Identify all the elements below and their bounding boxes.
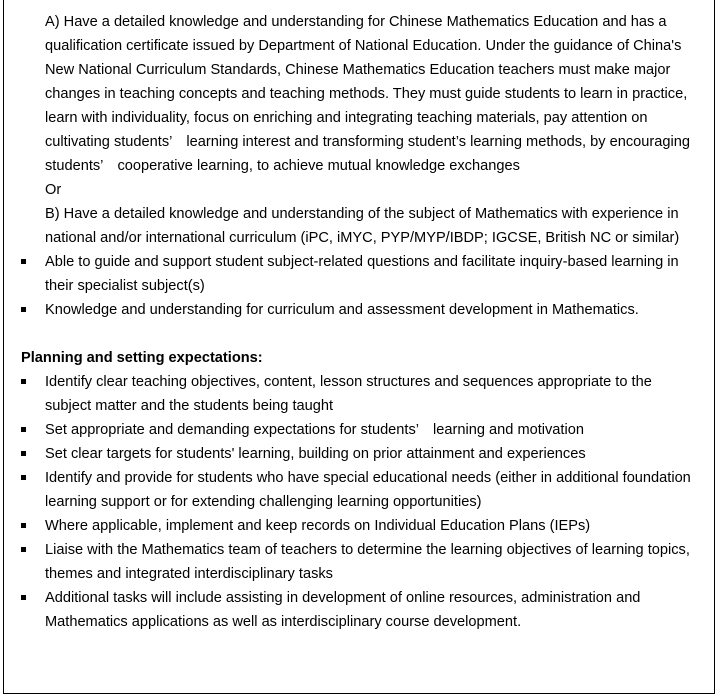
square-bullet-icon	[21, 418, 33, 442]
list-item	[4, 250, 716, 298]
list-item	[4, 418, 716, 442]
document-frame	[3, 0, 715, 694]
section-heading: Planning and setting expectations:	[21, 350, 263, 366]
list-item-text: Set clear targets for students' learning, building on prior attainment and experiences	[45, 446, 586, 462]
list-item-text: Able to guide and support student subject-related questions and facilitate inquiry-based learning in their specialist subject(s)	[45, 254, 679, 294]
list-item-text: Identify clear teaching objectives, content, lesson structures and sequences appropriate to the subject matter and the students being taught	[45, 374, 652, 414]
list-item-text: Identify and provide for students who have special educational needs (either in additional foundation learning support or for extending challenging learning opportunities)	[45, 470, 691, 510]
list-item-text: Set appropriate and demanding expectations for students’ learning and motivation	[45, 422, 584, 438]
list-item	[4, 514, 716, 538]
list-item-text: Liaise with the Mathematics team of teachers to determine the learning objectives of learning topics, themes and integrated interdisciplinary tasks	[45, 542, 690, 582]
square-bullet-icon	[21, 370, 33, 394]
list-item	[4, 298, 716, 322]
list-item	[4, 586, 716, 634]
list-item	[4, 466, 716, 514]
or-separator: Or	[45, 182, 62, 198]
list-item	[4, 442, 716, 466]
option-b-paragraph: B) Have a detailed knowledge and understanding of the subject of Mathematics with experience in national and/or international curriculum (iPC, iMYC, PYP/MYP/IBDP; IGCSE, British NC or similar)	[45, 206, 680, 246]
square-bullet-icon	[21, 298, 33, 322]
square-bullet-icon	[21, 250, 33, 274]
list-item-text: Additional tasks will include assisting in development of online resources, administration and Mathematics applications as well as interdisciplinary course development.	[45, 590, 641, 630]
square-bullet-icon	[21, 514, 33, 538]
square-bullet-icon	[21, 442, 33, 466]
list-item	[4, 370, 716, 418]
square-bullet-icon	[21, 586, 33, 610]
option-a-paragraph: A) Have a detailed knowledge and understanding for Chinese Mathematics Education and has a qualification certificate issued by Department of National Education. Under the guidance of China's New National Curriculum Standards, Chinese Mathematics Education teachers must make major changes in teaching concepts and teaching methods. They must guide students to learn in practice, learn with individuality, focus on enriching and integrating teaching materials, pay attention on cultivating students’ learning interest and transforming student’s learning methods, by encouraging students’ cooperative learning, to achieve mutual knowledge exchanges	[45, 14, 690, 174]
square-bullet-icon	[21, 538, 33, 562]
list-item	[4, 538, 716, 586]
square-bullet-icon	[21, 466, 33, 490]
document-content	[4, 10, 716, 634]
spacer	[4, 322, 716, 346]
list-item-text: Knowledge and understanding for curriculum and assessment development in Mathematics.	[45, 302, 639, 318]
list-item-text: Where applicable, implement and keep records on Individual Education Plans (IEPs)	[45, 518, 591, 534]
